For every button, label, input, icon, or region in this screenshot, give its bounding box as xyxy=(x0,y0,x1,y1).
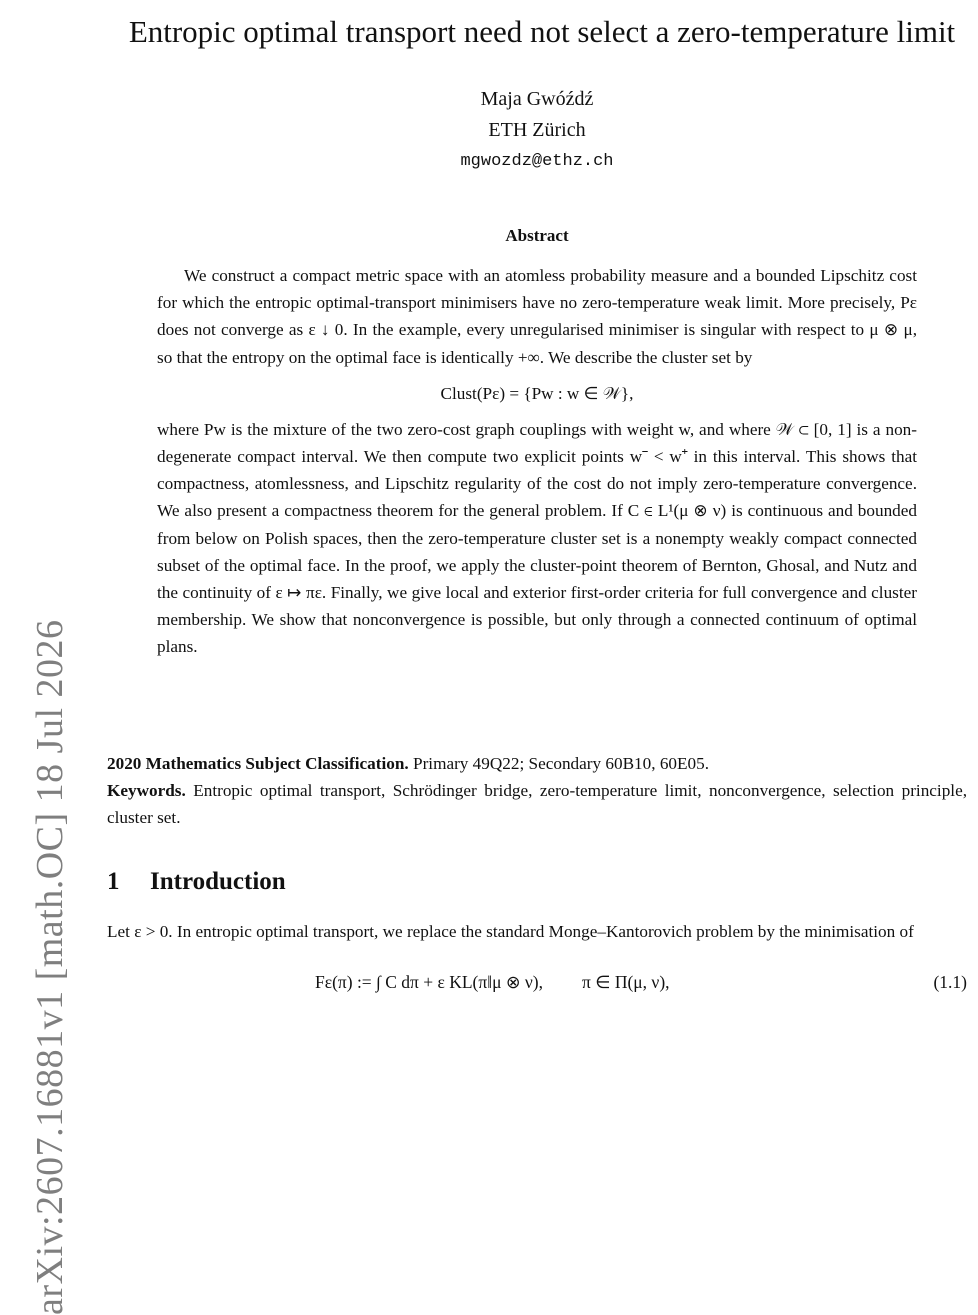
abstract-heading: Abstract xyxy=(505,226,569,245)
author-email: mgwozdz@ethz.ch xyxy=(460,152,614,171)
abstract-paragraph-2: where Pw is the mixture of the two zero-cost graph couplings with weight w, and where 𝒲 ⊂ [0, 1] is a non-degenerate compact interval. We then compute two explicit points w⁻ < w⁺ in this interval. This shows that compactness, atomlessness, and Lipschitz regularity of the cost do not imply zero-temperature convergence. We also present a compactness theorem for the general problem. If C ∈ L¹(μ ⊗ ν) is continuous and bounded from below on Polish spaces, then the zero-temperature cluster set is a nonempty weakly compact connected subset of the optimal face. In the proof, we apply the cluster-point theorem of Bernton, Ghosal, and Nutz and the continuity of ε ↦ πε. Finally, we give local and exterior first-order criteria for full convergence and cluster membership. We show that nonconvergence is possible, but only through a connected continuum of optimal plans. xyxy=(157,419,917,657)
section-title: Introduction xyxy=(150,868,286,895)
abstract-paragraph-1: We construct a compact metric space with an atomless probability measure and a bounded Lipschitz cost for which the entropic optimal-transport minimisers have no zero-temperature weak limit. More precisely, Pε does not converge as ε ↓ 0. In the example, every unregularised minimiser is singular with respect to μ ⊗ μ, so that the entropy on the optimal face is identically +∞. We describe the cluster set by xyxy=(157,266,917,367)
msc-label: 2020 Mathematics Subject Classification. xyxy=(107,754,409,773)
intro-paragraph: Let ε > 0. In entropic optimal transport, we replace the standard Monge–Kantorovich problem by the minimisation of xyxy=(107,922,914,941)
intro-text xyxy=(107,918,967,945)
section-number: 1 xyxy=(107,868,120,895)
keywords-text: Entropic optimal transport, Schrödinger bridge, zero-temperature limit, nonconvergence, selection principle, cluster set. xyxy=(107,781,967,827)
paper-title: Entropic optimal transport need not select a zero-temperature limit xyxy=(128,14,956,49)
equation-left: Fε(π) := ∫ C dπ + ε KL(π‖μ ⊗ ν), xyxy=(315,972,544,992)
equation-right: π ∈ Π(μ, ν), xyxy=(582,972,670,992)
equation-number: (1.1) xyxy=(933,972,967,992)
keywords-line xyxy=(107,777,967,831)
msc-line xyxy=(107,750,967,777)
msc-text: Primary 49Q22; Secondary 60B10, 60E05. xyxy=(408,754,709,773)
author-affiliation: ETH Zürich xyxy=(488,119,586,141)
abstract-body xyxy=(157,262,917,661)
arxiv-identifier: arXiv:2607.16881v1 [math.OC] 18 Jul 2026 xyxy=(29,619,71,1315)
keywords-label: Keywords. xyxy=(107,781,186,800)
author-name: Maja Gwóźdź xyxy=(480,88,594,110)
paper-page xyxy=(107,0,967,1000)
section-heading xyxy=(107,868,286,896)
equation-1-1 xyxy=(107,972,967,1000)
arxiv-sidebar xyxy=(0,315,71,1315)
author-block xyxy=(107,84,967,177)
paper-metadata xyxy=(107,750,967,831)
abstract-display-formula: Clust(Pε) = {Pw : w ∈ 𝒲}, xyxy=(440,383,634,403)
